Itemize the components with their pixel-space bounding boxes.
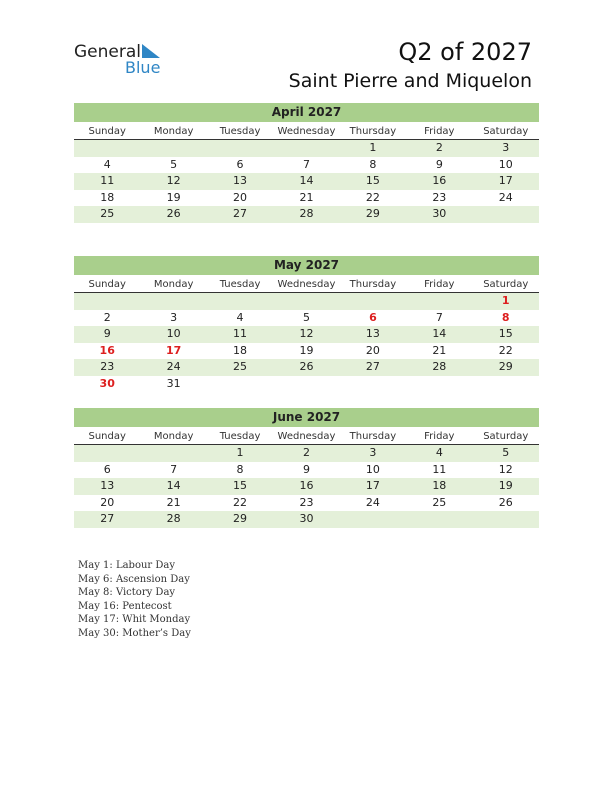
day-cell: 7 — [435, 310, 443, 324]
day-cell: 21 — [432, 343, 447, 357]
brand-name-general: General — [74, 42, 141, 62]
day-cell: 3 — [502, 141, 510, 154]
day-cell: 30 — [299, 512, 314, 526]
weekday-header-row — [74, 427, 539, 445]
weekday-label: Tuesday — [219, 126, 261, 137]
weekday-label: Saturday — [483, 431, 529, 442]
weekday-label: Thursday — [349, 279, 397, 290]
holiday-list-item: May 17: Whit Monday — [78, 614, 191, 625]
day-cell: 4 — [435, 446, 443, 459]
day-cell: 15 — [498, 327, 513, 341]
day-cell: 18 — [432, 479, 447, 493]
weekday-label: Monday — [153, 431, 194, 442]
day-cell — [406, 293, 472, 310]
weekday-label: Monday — [153, 126, 194, 137]
day-cell: 24 — [498, 190, 513, 204]
day-cell — [207, 376, 273, 393]
day-cell: 14 — [432, 327, 447, 341]
day-cell: 18 — [100, 190, 115, 204]
day-cell: 27 — [233, 207, 248, 221]
day-cell: 6 — [236, 157, 244, 171]
day-cell: 20 — [365, 343, 380, 357]
day-cell — [473, 511, 539, 528]
day-cell: 28 — [432, 360, 447, 374]
day-cell: 4 — [236, 310, 244, 324]
day-cell: 10 — [166, 327, 181, 341]
day-cell: 11 — [100, 174, 115, 188]
week-row — [74, 359, 539, 376]
day-cell: 28 — [299, 207, 314, 221]
day-cell: 31 — [166, 376, 181, 390]
holiday-list-item: May 6: Ascension Day — [78, 573, 190, 585]
week-row — [74, 343, 539, 360]
day-cell-holiday: 6 — [369, 310, 377, 324]
weekday-label: Sunday — [88, 279, 126, 290]
day-cell-holiday: 8 — [501, 310, 510, 324]
day-cell: 14 — [299, 174, 314, 188]
day-cell: 17 — [498, 174, 513, 188]
weekday-label: Saturday — [483, 279, 529, 290]
month-header: June 2027 — [74, 408, 539, 427]
holiday-list — [78, 559, 191, 640]
day-cell: 9 — [302, 462, 310, 476]
day-cell — [273, 293, 339, 310]
day-cell: 2 — [103, 310, 111, 324]
holiday-list-item: May 8: Victory Day — [78, 587, 176, 598]
day-cell-holiday: 30 — [99, 376, 115, 390]
day-cell: 5 — [502, 446, 510, 459]
day-cell: 28 — [166, 512, 181, 526]
day-cell: 23 — [432, 190, 447, 204]
weekday-label: Saturday — [483, 126, 529, 137]
day-cell: 11 — [233, 327, 248, 341]
day-cell: 4 — [103, 157, 111, 171]
day-cell: 22 — [365, 190, 380, 204]
month-calendar-june — [74, 408, 539, 528]
day-cell: 25 — [100, 207, 115, 221]
week-row — [74, 173, 539, 190]
day-cell: 10 — [365, 462, 380, 476]
day-cell: 3 — [170, 310, 178, 324]
day-cell — [473, 206, 539, 223]
month-calendar-april — [74, 103, 539, 223]
week-row — [74, 376, 539, 393]
day-cell: 19 — [498, 479, 513, 493]
page-subtitle: Saint Pierre and Miquelon — [288, 70, 532, 92]
day-cell: 14 — [166, 479, 181, 493]
day-cell: 9 — [435, 157, 443, 171]
day-cell — [140, 140, 206, 157]
day-cell: 1 — [369, 141, 377, 154]
week-row — [74, 157, 539, 174]
day-cell: 22 — [233, 495, 248, 509]
day-cell-holiday: 1 — [501, 294, 510, 307]
weekday-header-row — [74, 275, 539, 293]
weekday-label: Sunday — [88, 126, 126, 137]
day-cell: 12 — [498, 462, 513, 476]
weekday-label: Monday — [153, 279, 194, 290]
day-cell: 13 — [100, 479, 115, 493]
day-cell: 13 — [233, 174, 248, 188]
day-cell-holiday: 16 — [99, 343, 115, 357]
day-cell — [140, 445, 206, 462]
day-cell — [74, 293, 140, 310]
day-cell: 25 — [432, 495, 447, 509]
day-cell: 5 — [170, 157, 178, 171]
brand-logo — [74, 42, 174, 78]
holiday-list-item: May 16: Pentecost — [78, 600, 172, 612]
day-cell — [340, 293, 406, 310]
day-cell: 23 — [100, 360, 115, 374]
day-cell: 30 — [432, 207, 447, 221]
day-cell: 15 — [365, 174, 380, 188]
day-cell: 19 — [299, 343, 314, 357]
weekday-label: Tuesday — [219, 431, 261, 442]
month-calendar-may — [74, 256, 539, 393]
day-cell: 7 — [170, 462, 178, 476]
weekday-label: Wednesday — [277, 431, 336, 442]
weekday-label: Tuesday — [219, 279, 261, 290]
weekday-label: Thursday — [349, 431, 397, 442]
holiday-list-item: May 1: Labour Day — [78, 560, 175, 571]
page-title: Q2 of 2027 — [398, 38, 532, 66]
day-cell: 18 — [233, 343, 248, 357]
day-cell: 25 — [233, 360, 248, 374]
week-row — [74, 462, 539, 479]
day-cell: 7 — [302, 157, 310, 171]
day-cell: 29 — [498, 360, 513, 374]
week-row — [74, 140, 539, 157]
month-header: May 2027 — [74, 256, 539, 275]
week-row — [74, 478, 539, 495]
weekday-label: Friday — [424, 126, 455, 137]
weekday-label: Thursday — [349, 126, 397, 137]
week-row — [74, 310, 539, 327]
day-cell-holiday: 17 — [165, 343, 182, 357]
day-cell: 27 — [100, 512, 115, 526]
day-cell: 12 — [299, 327, 314, 341]
week-row — [74, 293, 539, 310]
weekday-label: Sunday — [88, 431, 126, 442]
day-cell: 1 — [236, 446, 244, 459]
day-cell: 19 — [166, 190, 181, 204]
week-row — [74, 445, 539, 462]
week-row — [74, 206, 539, 223]
day-cell — [74, 140, 140, 157]
day-cell — [273, 140, 339, 157]
day-cell: 20 — [233, 190, 248, 204]
day-cell — [406, 376, 472, 393]
weekday-label: Wednesday — [277, 279, 336, 290]
day-cell: 13 — [365, 327, 380, 341]
weekday-label: Friday — [424, 431, 455, 442]
holiday-list-item: May 30: Mother’s Day — [78, 627, 191, 639]
day-cell: 6 — [103, 462, 111, 476]
day-cell: 2 — [302, 446, 310, 459]
day-cell — [273, 376, 339, 393]
week-row — [74, 495, 539, 512]
day-cell: 8 — [369, 157, 377, 171]
day-cell: 16 — [432, 174, 447, 188]
day-cell — [340, 376, 406, 393]
day-cell: 24 — [365, 495, 380, 509]
day-cell: 9 — [103, 327, 111, 341]
day-cell: 8 — [236, 462, 244, 476]
day-cell: 27 — [365, 360, 380, 374]
week-row — [74, 326, 539, 343]
day-cell: 29 — [233, 512, 248, 526]
day-cell: 3 — [369, 446, 377, 459]
weekday-label: Wednesday — [277, 126, 336, 137]
week-row — [74, 511, 539, 528]
day-cell: 21 — [299, 190, 314, 204]
day-cell: 26 — [299, 360, 314, 374]
day-cell: 22 — [498, 343, 513, 357]
month-header: April 2027 — [74, 103, 539, 122]
day-cell: 29 — [365, 207, 380, 221]
day-cell — [74, 445, 140, 462]
day-cell — [406, 511, 472, 528]
day-cell — [207, 140, 273, 157]
day-cell: 12 — [166, 174, 181, 188]
day-cell: 11 — [432, 462, 447, 476]
day-cell: 2 — [435, 141, 443, 154]
day-cell: 16 — [299, 479, 314, 493]
day-cell: 24 — [166, 360, 181, 374]
weekday-label: Friday — [424, 279, 455, 290]
day-cell: 26 — [498, 495, 513, 509]
day-cell — [473, 376, 539, 393]
day-cell: 15 — [233, 479, 248, 493]
day-cell: 10 — [498, 157, 513, 171]
weekday-header-row — [74, 122, 539, 140]
day-cell: 20 — [100, 495, 115, 509]
day-cell: 26 — [166, 207, 181, 221]
day-cell — [207, 293, 273, 310]
week-row — [74, 190, 539, 207]
day-cell — [340, 511, 406, 528]
brand-name-blue: Blue — [125, 58, 161, 77]
day-cell: 17 — [365, 479, 380, 493]
day-cell: 23 — [299, 495, 314, 509]
day-cell — [140, 293, 206, 310]
day-cell: 5 — [302, 310, 310, 324]
day-cell: 21 — [166, 495, 181, 509]
